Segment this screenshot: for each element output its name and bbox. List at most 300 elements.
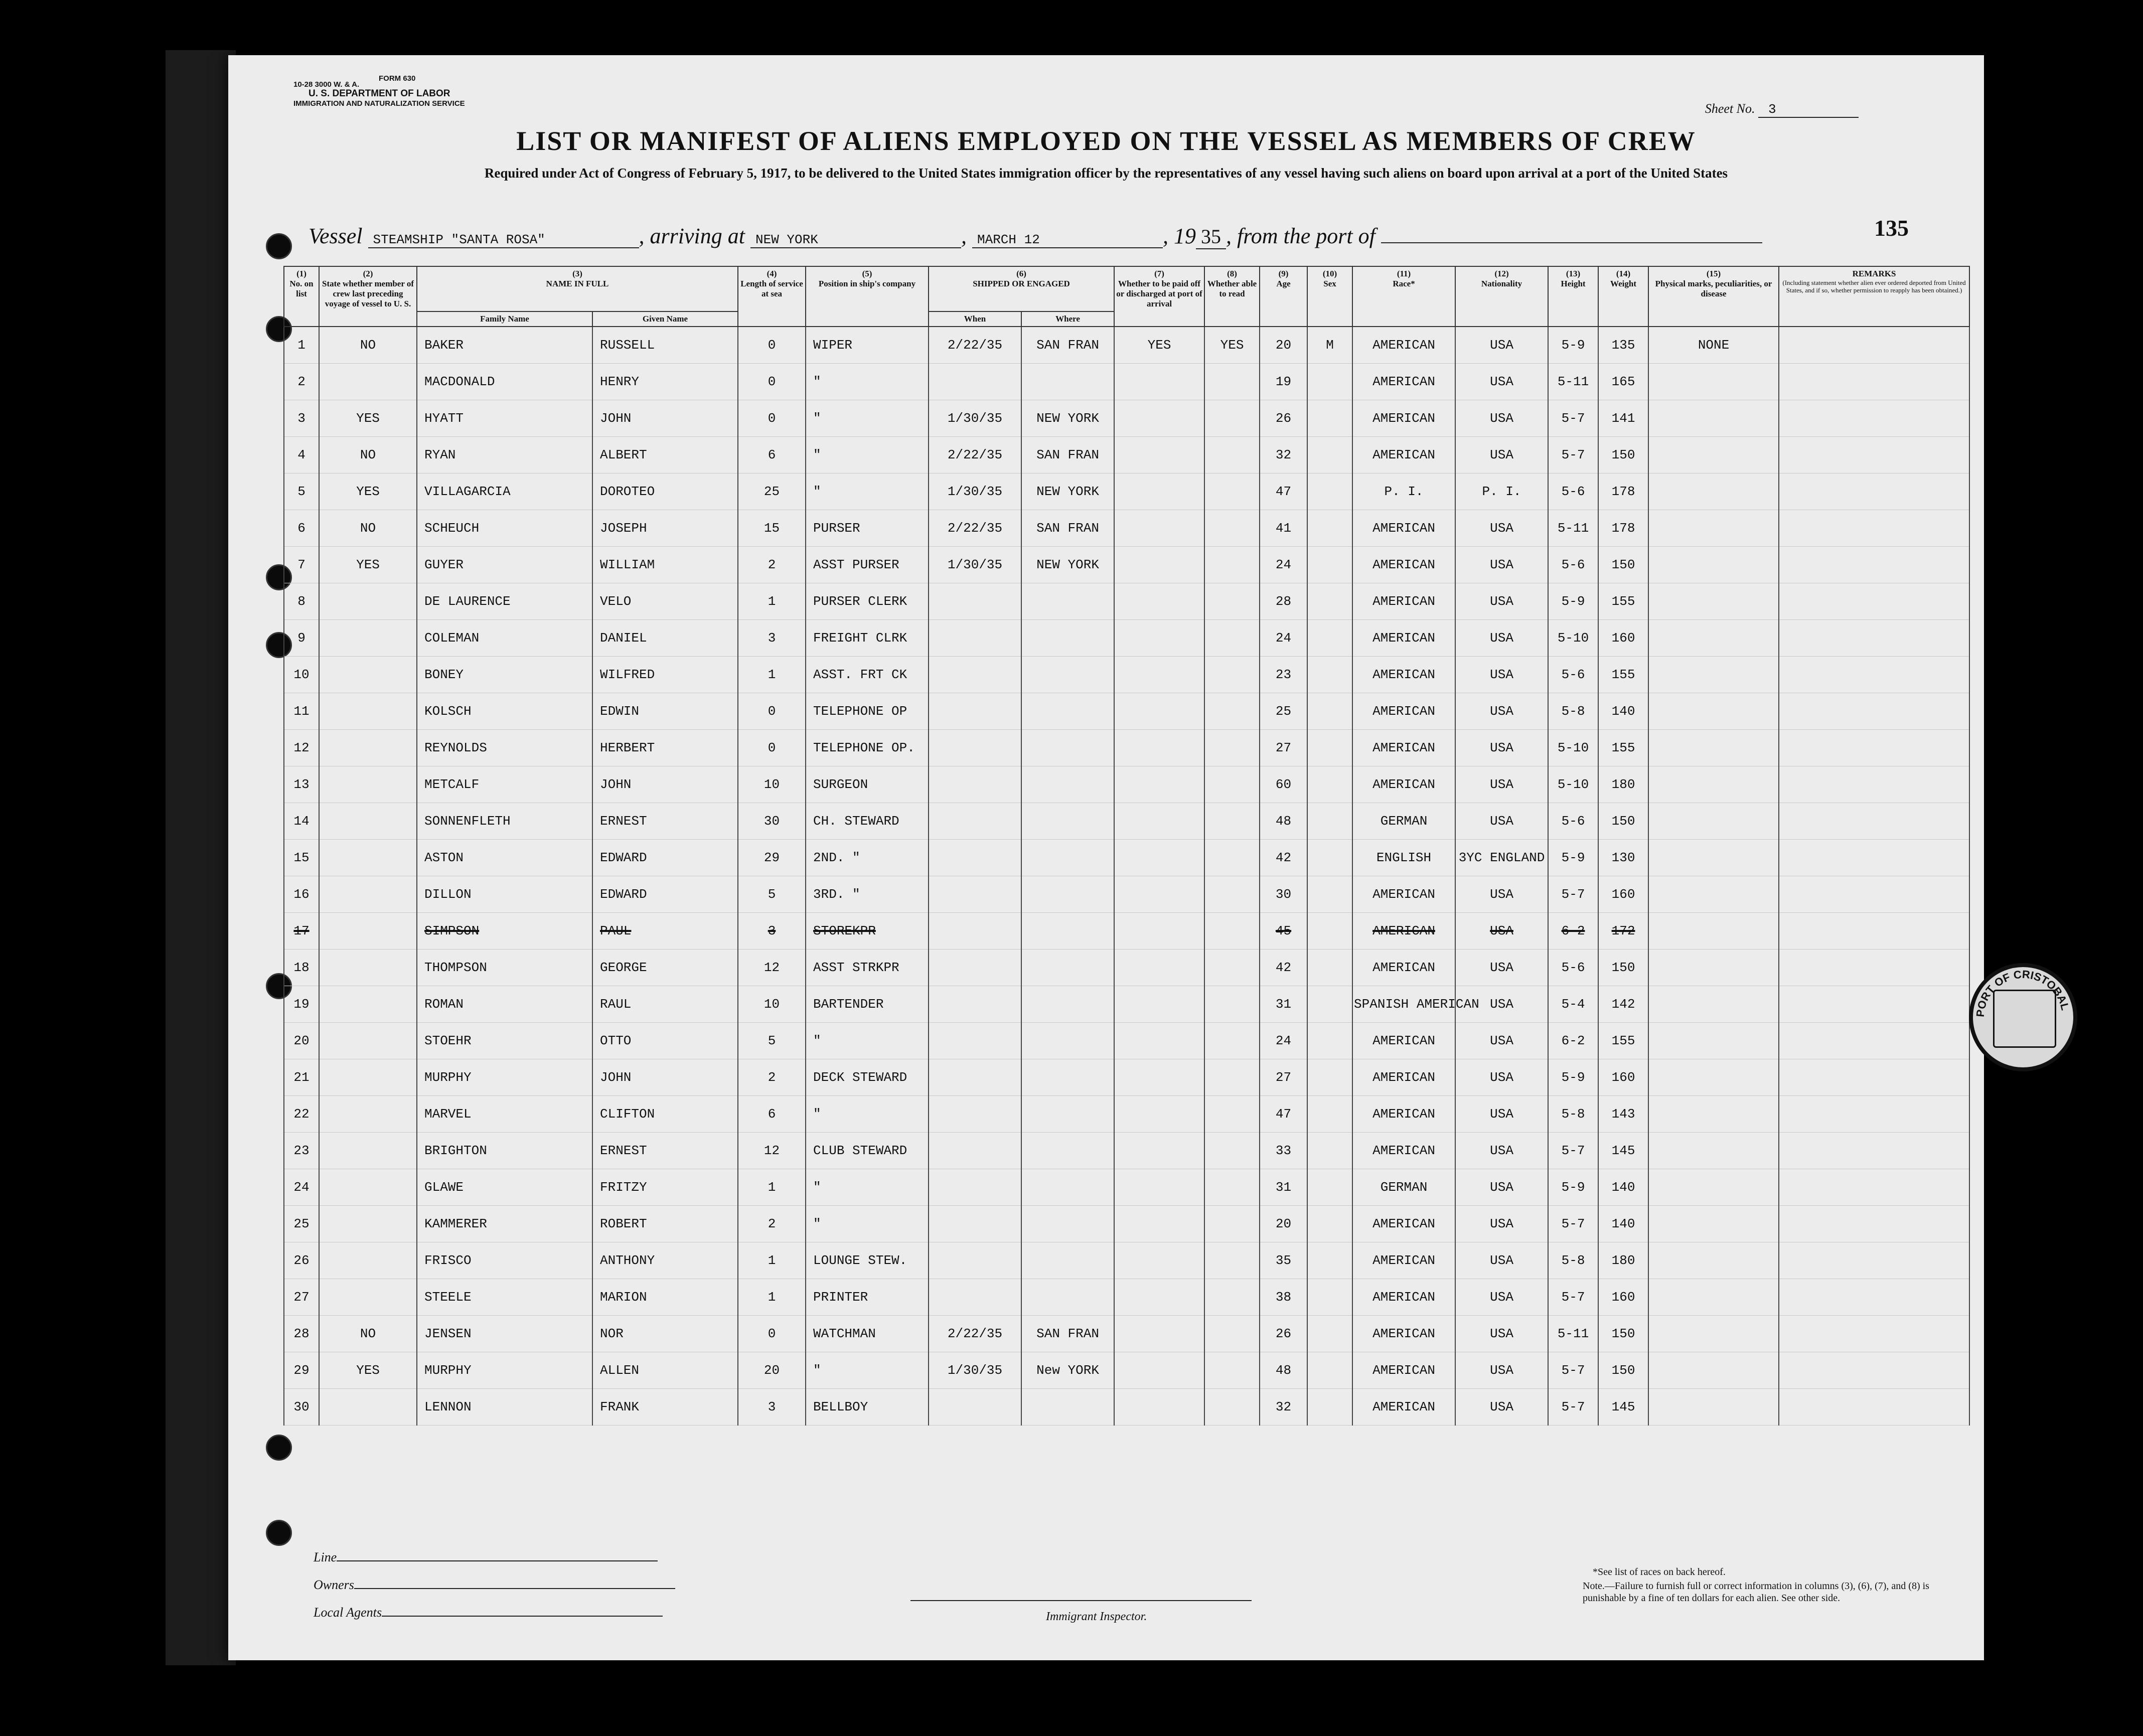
shipped-when bbox=[929, 913, 1021, 950]
sex bbox=[1307, 620, 1352, 657]
nationality: USA bbox=[1455, 1316, 1548, 1352]
service-length: 29 bbox=[738, 840, 806, 876]
table-row bbox=[284, 950, 1969, 986]
family-name: ROMAN bbox=[417, 986, 592, 1023]
sex bbox=[1307, 1096, 1352, 1133]
form-code: 10-28 3000 W. & A. bbox=[293, 80, 360, 89]
service-length: 1 bbox=[738, 1169, 806, 1206]
able-to-read bbox=[1204, 1389, 1260, 1426]
nationality: USA bbox=[1455, 876, 1548, 913]
given-name: HENRY bbox=[592, 364, 738, 400]
table-row bbox=[284, 693, 1969, 730]
paid-off bbox=[1114, 876, 1204, 913]
race: AMERICAN bbox=[1352, 400, 1455, 437]
given-name: ERNEST bbox=[592, 803, 738, 840]
remarks bbox=[1779, 730, 1969, 766]
nationality: USA bbox=[1455, 1169, 1548, 1206]
service-length: 6 bbox=[738, 437, 806, 474]
table-row bbox=[284, 1352, 1969, 1389]
paid-off bbox=[1114, 1352, 1204, 1389]
prev-voyage bbox=[319, 1059, 417, 1096]
row-number: 28 bbox=[284, 1316, 319, 1352]
paid-off bbox=[1114, 1389, 1204, 1426]
family-name: ASTON bbox=[417, 840, 592, 876]
weight: 155 bbox=[1598, 1023, 1648, 1059]
owners-field bbox=[314, 1577, 675, 1593]
service-length: 1 bbox=[738, 657, 806, 693]
paid-off bbox=[1114, 913, 1204, 950]
table-row bbox=[284, 766, 1969, 803]
shipped-where bbox=[1021, 1133, 1114, 1169]
paid-off: YES bbox=[1114, 327, 1204, 364]
row-number: 30 bbox=[284, 1389, 319, 1426]
nationality: USA bbox=[1455, 1279, 1548, 1316]
shipped-when bbox=[929, 1389, 1021, 1426]
race: AMERICAN bbox=[1352, 1023, 1455, 1059]
weight: 150 bbox=[1598, 437, 1648, 474]
row-number: 24 bbox=[284, 1169, 319, 1206]
sex bbox=[1307, 510, 1352, 547]
age: 45 bbox=[1260, 913, 1307, 950]
shipped-when bbox=[929, 803, 1021, 840]
weight: 180 bbox=[1598, 766, 1648, 803]
paid-off bbox=[1114, 474, 1204, 510]
col-when: When bbox=[929, 311, 1021, 327]
table-row bbox=[284, 1206, 1969, 1242]
row-number: 17 bbox=[284, 913, 319, 950]
prev-voyage bbox=[319, 840, 417, 876]
nationality: USA bbox=[1455, 730, 1548, 766]
service-length: 0 bbox=[738, 364, 806, 400]
weight: 178 bbox=[1598, 474, 1648, 510]
height: 5-10 bbox=[1548, 620, 1598, 657]
given-name: FRANK bbox=[592, 1389, 738, 1426]
row-number: 29 bbox=[284, 1352, 319, 1389]
nationality: USA bbox=[1455, 1352, 1548, 1389]
given-name: PAUL bbox=[592, 913, 738, 950]
position: DECK STEWARD bbox=[806, 1059, 929, 1096]
paid-off bbox=[1114, 657, 1204, 693]
height: 5-7 bbox=[1548, 1279, 1598, 1316]
remarks bbox=[1779, 1389, 1969, 1426]
sex bbox=[1307, 1169, 1352, 1206]
age: 31 bbox=[1260, 986, 1307, 1023]
shipped-where bbox=[1021, 1169, 1114, 1206]
col-sex-label: Sex bbox=[1323, 279, 1336, 288]
family-name: DILLON bbox=[417, 876, 592, 913]
position: BELLBOY bbox=[806, 1389, 929, 1426]
stamp-lettering bbox=[1969, 963, 2077, 1071]
race: AMERICAN bbox=[1352, 510, 1455, 547]
sex bbox=[1307, 474, 1352, 510]
height: 5-9 bbox=[1548, 327, 1598, 364]
nationality: USA bbox=[1455, 1133, 1548, 1169]
nationality: USA bbox=[1455, 620, 1548, 657]
shipped-when bbox=[929, 620, 1021, 657]
nationality: USA bbox=[1455, 400, 1548, 437]
shipped-when bbox=[929, 1206, 1021, 1242]
table-row bbox=[284, 657, 1969, 693]
physical-marks bbox=[1648, 1279, 1779, 1316]
remarks bbox=[1779, 583, 1969, 620]
position: " bbox=[806, 1352, 929, 1389]
sex bbox=[1307, 766, 1352, 803]
able-to-read bbox=[1204, 803, 1260, 840]
remarks bbox=[1779, 1059, 1969, 1096]
remarks bbox=[1779, 1242, 1969, 1279]
given-name: ROBERT bbox=[592, 1206, 738, 1242]
race: AMERICAN bbox=[1352, 1059, 1455, 1096]
shipped-when bbox=[929, 1242, 1021, 1279]
position: PRINTER bbox=[806, 1279, 929, 1316]
age: 32 bbox=[1260, 1389, 1307, 1426]
physical-marks bbox=[1648, 364, 1779, 400]
family-name: BONEY bbox=[417, 657, 592, 693]
able-to-read bbox=[1204, 840, 1260, 876]
height: 5-8 bbox=[1548, 1096, 1598, 1133]
service-length: 25 bbox=[738, 474, 806, 510]
footer bbox=[314, 1540, 1969, 1650]
row-number: 26 bbox=[284, 1242, 319, 1279]
physical-marks bbox=[1648, 474, 1779, 510]
prev-voyage bbox=[319, 950, 417, 986]
weight: 150 bbox=[1598, 803, 1648, 840]
remarks bbox=[1779, 1096, 1969, 1133]
age: 25 bbox=[1260, 693, 1307, 730]
sheet-label: Sheet No. bbox=[1705, 101, 1755, 116]
weight: 141 bbox=[1598, 400, 1648, 437]
paid-off bbox=[1114, 766, 1204, 803]
table-row bbox=[284, 327, 1969, 364]
col-position-num: (5) bbox=[862, 269, 872, 278]
punch-hole bbox=[266, 1520, 292, 1546]
col-where: Where bbox=[1021, 311, 1114, 327]
height: 5-8 bbox=[1548, 1242, 1598, 1279]
age: 42 bbox=[1260, 950, 1307, 986]
shipped-where bbox=[1021, 840, 1114, 876]
table-row bbox=[284, 583, 1969, 620]
able-to-read bbox=[1204, 730, 1260, 766]
vessel-label: Vessel bbox=[309, 224, 363, 248]
col-no bbox=[284, 266, 319, 327]
shipped-when: 1/30/35 bbox=[929, 400, 1021, 437]
nationality: USA bbox=[1455, 1059, 1548, 1096]
prev-voyage bbox=[319, 766, 417, 803]
prev-voyage bbox=[319, 1279, 417, 1316]
paid-off bbox=[1114, 950, 1204, 986]
weight: 143 bbox=[1598, 1096, 1648, 1133]
position: ASST PURSER bbox=[806, 547, 929, 583]
remarks bbox=[1779, 437, 1969, 474]
page-title: LIST OR MANIFEST OF ALIENS EMPLOYED ON THE VESSEL AS MEMBERS OF CREW bbox=[516, 126, 1696, 156]
row-number: 4 bbox=[284, 437, 319, 474]
race: AMERICAN bbox=[1352, 1316, 1455, 1352]
prev-voyage bbox=[319, 803, 417, 840]
weight: 155 bbox=[1598, 583, 1648, 620]
given-name: JOSEPH bbox=[592, 510, 738, 547]
sex bbox=[1307, 876, 1352, 913]
able-to-read bbox=[1204, 986, 1260, 1023]
nationality: USA bbox=[1455, 1096, 1548, 1133]
physical-marks bbox=[1648, 1023, 1779, 1059]
race: AMERICAN bbox=[1352, 327, 1455, 364]
col-marks bbox=[1648, 266, 1779, 327]
height: 5-10 bbox=[1548, 766, 1598, 803]
table-row bbox=[284, 510, 1969, 547]
shipped-when bbox=[929, 1059, 1021, 1096]
shipped-where: New YORK bbox=[1021, 1352, 1114, 1389]
remarks bbox=[1779, 1206, 1969, 1242]
paid-off bbox=[1114, 1059, 1204, 1096]
table-row bbox=[284, 1316, 1969, 1352]
service-length: 20 bbox=[738, 1352, 806, 1389]
position: " bbox=[806, 400, 929, 437]
family-name: KAMMERER bbox=[417, 1206, 592, 1242]
remarks bbox=[1779, 657, 1969, 693]
family-name: SIMPSON bbox=[417, 913, 592, 950]
age: 33 bbox=[1260, 1133, 1307, 1169]
given-name: JOHN bbox=[592, 400, 738, 437]
race: AMERICAN bbox=[1352, 876, 1455, 913]
shipped-where bbox=[1021, 364, 1114, 400]
given-name: EDWIN bbox=[592, 693, 738, 730]
age: 60 bbox=[1260, 766, 1307, 803]
prev-voyage bbox=[319, 1096, 417, 1133]
service-length: 5 bbox=[738, 876, 806, 913]
col-position-label: Position in ship's company bbox=[818, 279, 916, 288]
family-name: REYNOLDS bbox=[417, 730, 592, 766]
physical-marks: NONE bbox=[1648, 327, 1779, 364]
sex bbox=[1307, 583, 1352, 620]
remarks bbox=[1779, 620, 1969, 657]
able-to-read bbox=[1204, 913, 1260, 950]
shipped-where bbox=[1021, 1242, 1114, 1279]
age: 20 bbox=[1260, 1206, 1307, 1242]
race: AMERICAN bbox=[1352, 730, 1455, 766]
table-row bbox=[284, 876, 1969, 913]
service-length: 2 bbox=[738, 547, 806, 583]
given-name: FRITZY bbox=[592, 1169, 738, 1206]
col-race-label: Race* bbox=[1393, 279, 1415, 288]
row-number: 19 bbox=[284, 986, 319, 1023]
age: 42 bbox=[1260, 840, 1307, 876]
nationality: USA bbox=[1455, 1023, 1548, 1059]
physical-marks bbox=[1648, 840, 1779, 876]
position: CH. STEWARD bbox=[806, 803, 929, 840]
shipped-when bbox=[929, 1023, 1021, 1059]
height: 5-9 bbox=[1548, 1169, 1598, 1206]
row-number: 18 bbox=[284, 950, 319, 986]
row-number: 23 bbox=[284, 1133, 319, 1169]
remarks bbox=[1779, 1352, 1969, 1389]
shipped-when bbox=[929, 876, 1021, 913]
physical-marks bbox=[1648, 1059, 1779, 1096]
table-row bbox=[284, 803, 1969, 840]
remarks bbox=[1779, 986, 1969, 1023]
table-row bbox=[284, 1169, 1969, 1206]
col-remarks bbox=[1779, 266, 1969, 327]
service-length: 1 bbox=[738, 583, 806, 620]
service-length: 6 bbox=[738, 1096, 806, 1133]
able-to-read: YES bbox=[1204, 327, 1260, 364]
shipped-where bbox=[1021, 766, 1114, 803]
table-row bbox=[284, 840, 1969, 876]
table-row bbox=[284, 1096, 1969, 1133]
paid-off bbox=[1114, 1169, 1204, 1206]
prev-voyage bbox=[319, 986, 417, 1023]
given-name: WILLIAM bbox=[592, 547, 738, 583]
given-name: GEORGE bbox=[592, 950, 738, 986]
shipped-when bbox=[929, 693, 1021, 730]
col-age bbox=[1260, 266, 1307, 327]
age: 41 bbox=[1260, 510, 1307, 547]
service-length: 2 bbox=[738, 1206, 806, 1242]
family-name: BRIGHTON bbox=[417, 1133, 592, 1169]
nationality: USA bbox=[1455, 657, 1548, 693]
paid-off bbox=[1114, 1242, 1204, 1279]
shipped-where bbox=[1021, 1023, 1114, 1059]
sex bbox=[1307, 400, 1352, 437]
age: 35 bbox=[1260, 1242, 1307, 1279]
height: 5-7 bbox=[1548, 1389, 1598, 1426]
shipped-where bbox=[1021, 620, 1114, 657]
race: AMERICAN bbox=[1352, 583, 1455, 620]
physical-marks bbox=[1648, 400, 1779, 437]
weight: 180 bbox=[1598, 1242, 1648, 1279]
age: 26 bbox=[1260, 1316, 1307, 1352]
race: SPANISH AMERICAN bbox=[1352, 986, 1455, 1023]
agents-label: Local Agents bbox=[314, 1605, 382, 1620]
row-number: 9 bbox=[284, 620, 319, 657]
race: AMERICAN bbox=[1352, 1279, 1455, 1316]
row-number: 13 bbox=[284, 766, 319, 803]
race: AMERICAN bbox=[1352, 620, 1455, 657]
paid-off bbox=[1114, 803, 1204, 840]
position: " bbox=[806, 1023, 929, 1059]
physical-marks bbox=[1648, 693, 1779, 730]
family-name: MURPHY bbox=[417, 1352, 592, 1389]
given-name: DANIEL bbox=[592, 620, 738, 657]
page-number: 135 bbox=[1874, 215, 1909, 241]
shipped-where bbox=[1021, 693, 1114, 730]
height: 5-11 bbox=[1548, 364, 1598, 400]
shipped-when: 2/22/35 bbox=[929, 510, 1021, 547]
position: WATCHMAN bbox=[806, 1316, 929, 1352]
height: 5-6 bbox=[1548, 803, 1598, 840]
physical-marks bbox=[1648, 950, 1779, 986]
prev-voyage bbox=[319, 364, 417, 400]
height: 5-6 bbox=[1548, 547, 1598, 583]
prev-voyage bbox=[319, 1242, 417, 1279]
col-height-label: Height bbox=[1561, 279, 1586, 288]
weight: 140 bbox=[1598, 1169, 1648, 1206]
col-service bbox=[738, 266, 806, 327]
nationality: USA bbox=[1455, 1206, 1548, 1242]
weight: 160 bbox=[1598, 620, 1648, 657]
able-to-read bbox=[1204, 400, 1260, 437]
remarks bbox=[1779, 400, 1969, 437]
col-race-num: (11) bbox=[1397, 269, 1411, 278]
manifest-sheet bbox=[228, 55, 2072, 1660]
physical-marks bbox=[1648, 1389, 1779, 1426]
prev-voyage bbox=[319, 1133, 417, 1169]
col-paid-label: Whether to be paid off or discharged at port of arrival bbox=[1116, 279, 1202, 308]
paid-off bbox=[1114, 364, 1204, 400]
page-subtitle: Required under Act of Congress of February 5, 1917, to be delivered to the United States immigration officer by the representatives of any vessel having such aliens on board upon arrival at a port of the United States bbox=[484, 166, 1728, 181]
remarks bbox=[1779, 364, 1969, 400]
row-number: 3 bbox=[284, 400, 319, 437]
from-port bbox=[1381, 242, 1762, 243]
year-prefix: 19 bbox=[1173, 224, 1196, 248]
shipped-where bbox=[1021, 730, 1114, 766]
service-length: 10 bbox=[738, 986, 806, 1023]
height: 5-6 bbox=[1548, 950, 1598, 986]
physical-marks bbox=[1648, 437, 1779, 474]
table-row bbox=[284, 620, 1969, 657]
weight: 172 bbox=[1598, 913, 1648, 950]
shipped-when bbox=[929, 1133, 1021, 1169]
race: AMERICAN bbox=[1352, 693, 1455, 730]
row-number: 5 bbox=[284, 474, 319, 510]
paid-off bbox=[1114, 730, 1204, 766]
nationality: USA bbox=[1455, 327, 1548, 364]
given-name: ALLEN bbox=[592, 1352, 738, 1389]
physical-marks bbox=[1648, 657, 1779, 693]
position: 2ND. " bbox=[806, 840, 929, 876]
sex: M bbox=[1307, 327, 1352, 364]
position: WIPER bbox=[806, 327, 929, 364]
paid-off bbox=[1114, 1023, 1204, 1059]
shipped-where bbox=[1021, 583, 1114, 620]
age: 24 bbox=[1260, 1023, 1307, 1059]
weight: 150 bbox=[1598, 547, 1648, 583]
remarks bbox=[1779, 327, 1969, 364]
physical-marks bbox=[1648, 583, 1779, 620]
sex bbox=[1307, 1206, 1352, 1242]
paid-off bbox=[1114, 437, 1204, 474]
height: 5-9 bbox=[1548, 1059, 1598, 1096]
able-to-read bbox=[1204, 876, 1260, 913]
row-number: 8 bbox=[284, 583, 319, 620]
shipped-where: SAN FRAN bbox=[1021, 510, 1114, 547]
prev-voyage: NO bbox=[319, 1316, 417, 1352]
shipped-where: NEW YORK bbox=[1021, 400, 1114, 437]
physical-marks bbox=[1648, 1206, 1779, 1242]
shipped-when: 2/22/35 bbox=[929, 437, 1021, 474]
prev-voyage bbox=[319, 620, 417, 657]
sex bbox=[1307, 1316, 1352, 1352]
height: 5-7 bbox=[1548, 1352, 1598, 1389]
position: STOREKPR bbox=[806, 913, 929, 950]
table-row bbox=[284, 986, 1969, 1023]
physical-marks bbox=[1648, 986, 1779, 1023]
punch-hole bbox=[266, 233, 292, 259]
row-number: 25 bbox=[284, 1206, 319, 1242]
shipped-when bbox=[929, 1169, 1021, 1206]
prev-voyage bbox=[319, 730, 417, 766]
given-name: CLIFTON bbox=[592, 1096, 738, 1133]
col-service-num: (4) bbox=[767, 269, 777, 278]
row-number: 2 bbox=[284, 364, 319, 400]
shipped-when: 2/22/35 bbox=[929, 327, 1021, 364]
col-marks-num: (15) bbox=[1706, 269, 1721, 278]
service: IMMIGRATION AND NATURALIZATION SERVICE bbox=[293, 99, 465, 108]
age: 24 bbox=[1260, 620, 1307, 657]
weight: 150 bbox=[1598, 950, 1648, 986]
remarks bbox=[1779, 803, 1969, 840]
shipped-where bbox=[1021, 1389, 1114, 1426]
col-read bbox=[1204, 266, 1260, 327]
